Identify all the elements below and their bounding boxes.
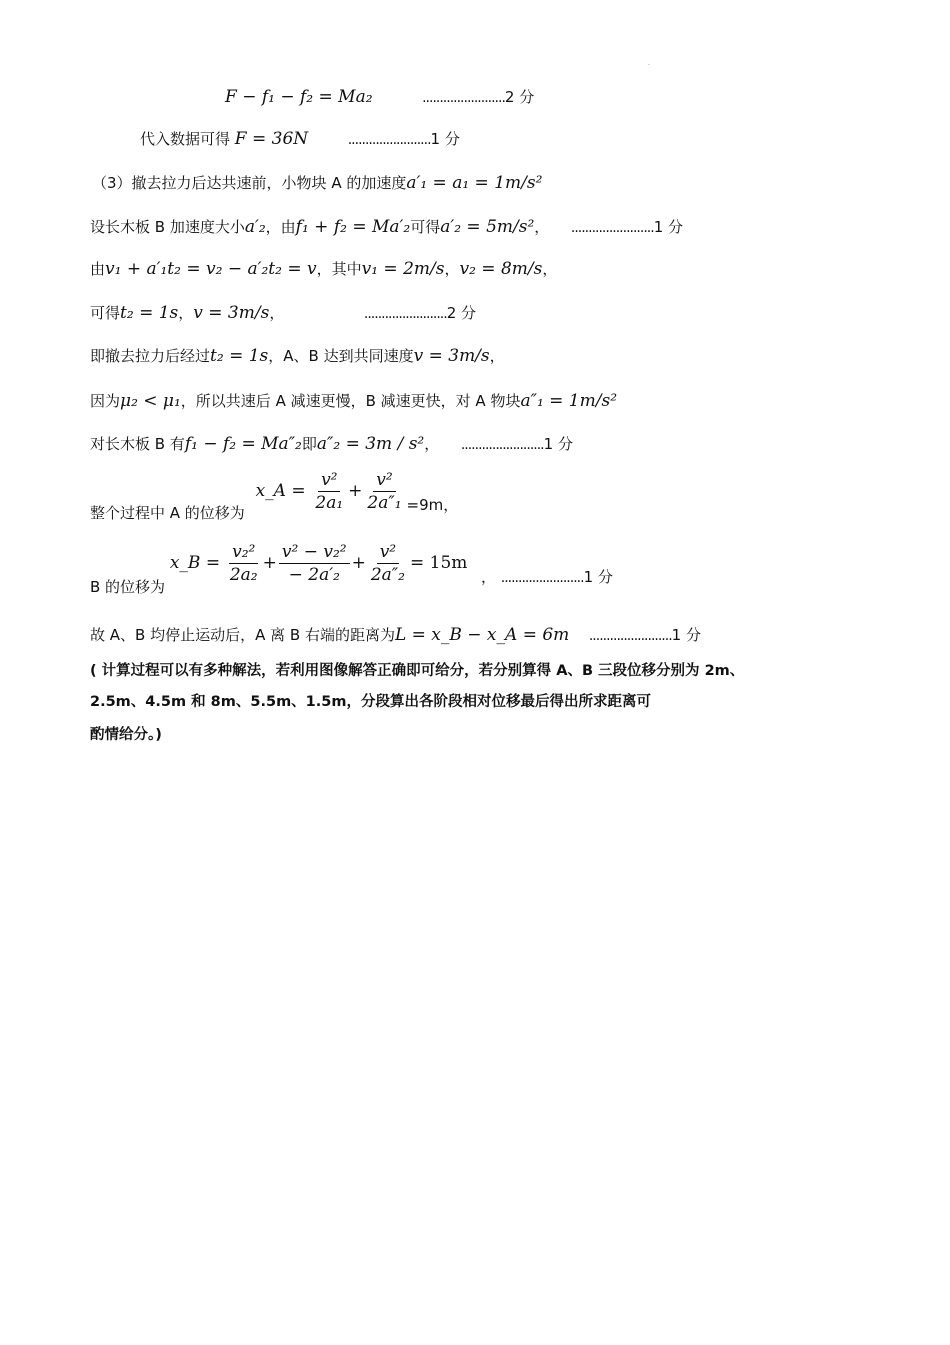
score-dots: ........................ — [588, 628, 672, 644]
score-label: 1 分 — [543, 435, 573, 453]
text: ，由 — [265, 218, 296, 236]
text: 因为 — [90, 392, 121, 410]
text: 可得 — [410, 218, 441, 236]
equation: v₂ = 8m/s — [459, 259, 543, 279]
text-line-4 — [90, 216, 683, 239]
text: 可得 — [90, 304, 121, 322]
score-label: 1 分 — [671, 626, 701, 644]
result: = 15m — [409, 553, 468, 573]
equation: a″₂ = 3m / s² — [316, 434, 425, 454]
denominator: 2a₂ — [229, 565, 258, 585]
equation: v₁ = 2m/s — [361, 259, 445, 279]
equation: f₁ + f₂ = Ma′₂ — [295, 217, 411, 237]
equation: F − f₁ − f₂ = Ma₂ — [225, 87, 373, 107]
fraction — [368, 542, 408, 585]
text-line-12 — [90, 624, 701, 647]
plus-sign: + — [262, 553, 277, 573]
text: ，其中 — [316, 260, 362, 278]
numerator: v² − v₂² — [279, 542, 350, 564]
equation-lhs: x_B = — [169, 553, 221, 573]
score-dots: ........................ — [460, 437, 544, 453]
equation: a″₁ = 1m/s² — [520, 391, 618, 411]
text-line-5 — [90, 258, 557, 280]
equation: t₂ = 1s — [210, 346, 269, 366]
score-dots: ........................ — [500, 570, 584, 586]
equation-lhs: x_A = — [255, 481, 306, 501]
text-line-3 — [92, 172, 542, 194]
equation: t₂ = 1s — [120, 303, 179, 323]
score-dots: ........................ — [422, 90, 505, 106]
text: B 的位移为 — [90, 578, 166, 596]
equation: v₁ + a′₁t₂ = v₂ − a′₂t₂ = v — [105, 259, 317, 279]
equation: v = 3m/s — [193, 303, 270, 323]
text: ，A、B 达到共同速度 — [268, 347, 414, 365]
note-line-1: ( 计算过程可以有多种解法，若利用图像解答正确即可给分，若分别算得 A、B 三段位移分别为 2m、 — [90, 663, 745, 679]
text: ， — [424, 435, 440, 453]
equation: F = 36N — [234, 129, 309, 149]
score-dots: ........................ — [570, 220, 654, 236]
text: ， — [269, 304, 285, 322]
text-line-11 — [90, 542, 613, 597]
text: 整个过程中 A 的位移为 — [90, 504, 245, 522]
text-line-6 — [90, 302, 476, 325]
text-line-8 — [90, 390, 617, 412]
score-label: 1 分 — [583, 568, 613, 586]
text-line-7 — [90, 345, 505, 367]
text: ， — [178, 304, 194, 322]
score-label: 2 分 — [446, 304, 477, 322]
text-line-10 — [90, 470, 458, 523]
plus-sign: + — [351, 553, 366, 573]
score-label: 2 分 — [504, 88, 535, 106]
text: ， — [534, 218, 550, 236]
equation: L = x_B − x_A = 6m — [394, 625, 570, 645]
equation: a′₁ = a₁ = 1m/s² — [406, 173, 543, 193]
equation-line-1 — [225, 86, 534, 109]
fraction — [312, 470, 346, 513]
equation: v = 3m/s — [413, 346, 490, 366]
fraction — [227, 542, 261, 585]
equation: μ₂ < μ₁ — [120, 391, 181, 411]
text: ， — [542, 260, 558, 278]
score-dots: ........................ — [363, 306, 447, 322]
stray-dot: · — [648, 62, 650, 69]
equation: f₁ − f₂ = Ma″₂ — [184, 434, 302, 454]
denominator: 2a″₁ — [367, 493, 402, 513]
text: 代入数据可得 — [140, 130, 231, 148]
score-label: 1 分 — [653, 218, 683, 236]
score-dots: ........................ — [347, 132, 431, 148]
note-line-3: 酌情给分。) — [90, 727, 162, 743]
text: 设长木板 B 加速度大小 — [90, 218, 245, 236]
numerator: v₂² — [229, 542, 258, 564]
text: ，所以共速后 A 减速更慢，B 减速更快，对 A 物块 — [180, 392, 521, 410]
denominator: − 2a′₂ — [288, 565, 340, 585]
plus-sign: + — [348, 481, 363, 501]
text: ， — [489, 347, 505, 365]
result: =9m， — [406, 496, 459, 514]
fraction — [364, 470, 404, 513]
text: 即撤去拉力后经过 — [90, 347, 211, 365]
note-line-2: 2.5m、4.5m 和 8m、5.5m、1.5m，分段算出各阶段相对位移最后得出所求距离可 — [90, 694, 651, 710]
text: ， — [480, 568, 496, 586]
text: 故 A、B 均停止运动后，A 离 B 右端的距离为 — [90, 626, 395, 644]
numerator: v² — [318, 470, 340, 492]
text: （3）撤去拉力后达共速前，小物块 A 的加速度 — [92, 174, 407, 192]
numerator: v² — [377, 542, 399, 564]
text-line-9 — [90, 433, 573, 456]
denominator: 2a″₂ — [370, 565, 405, 585]
equation: a′₂ = 5m/s² — [440, 217, 535, 237]
numerator: v² — [373, 470, 395, 492]
denominator: 2a₁ — [315, 493, 344, 513]
text: ， — [444, 260, 460, 278]
fraction — [279, 542, 350, 585]
text: 即 — [301, 435, 317, 453]
equation: a′₂ — [244, 217, 266, 237]
text-line-2 — [140, 128, 460, 151]
text: 由 — [90, 260, 106, 278]
text: 对长木板 B 有 — [90, 435, 185, 453]
score-label: 1 分 — [430, 130, 460, 148]
